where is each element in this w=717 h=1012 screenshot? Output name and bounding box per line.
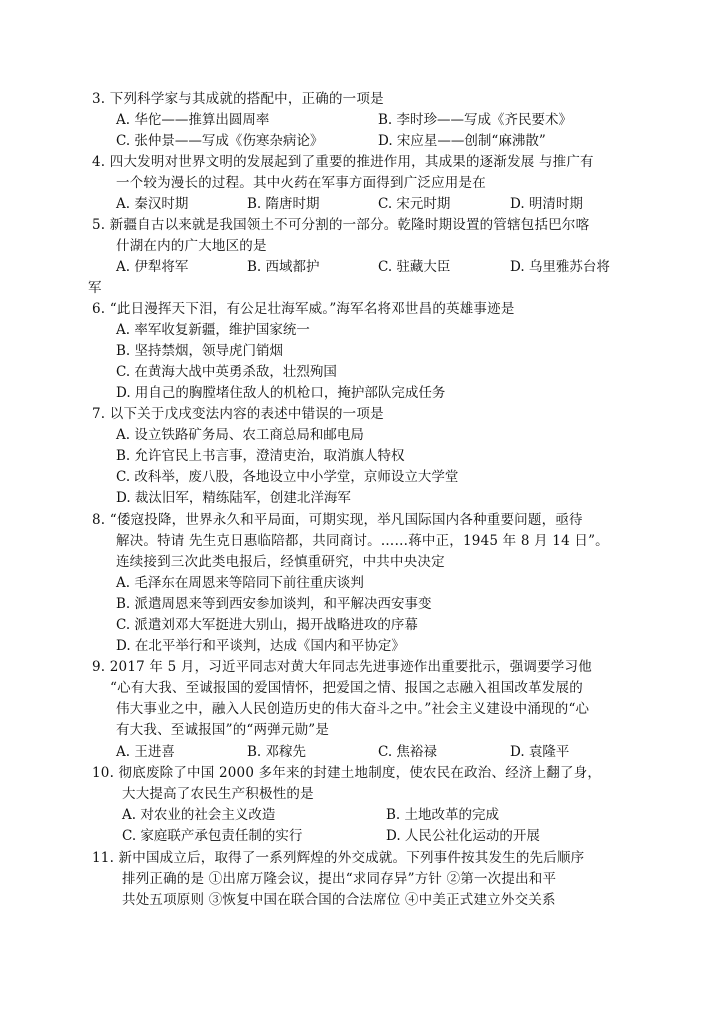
question-10-option-d: D. 人民公社化运动的开展	[386, 828, 540, 844]
question-9-stem-line-3: 伟大事业之中，融入人民创造历史的伟大奋斗之中。”社会主义建设中涌现的“心	[116, 701, 590, 717]
question-7-option-b: B. 允许官民上书言事，澄清吏治，取消旗人特权	[116, 448, 405, 464]
question-6-option-a: A. 率军收复新疆，维护国家统一	[116, 322, 310, 338]
question-7-option-a: A. 设立铁路矿务局、农工商总局和邮电局	[116, 427, 364, 443]
question-5-stem-line-1: 5. 新疆自古以来就是我国领土不可分割的一部分。乾隆时期设置的管辖包括巴尔喀	[92, 217, 590, 233]
question-3-option-a: A. 华佗——推算出圆周率	[116, 112, 270, 128]
question-6-option-b: B. 坚持禁烟，领导虎门销烟	[116, 343, 284, 359]
question-5-option-d: D. 乌里雅苏台将	[510, 259, 610, 275]
question-3-option-c: C. 张仲景——写成《伤寒杂病论》	[116, 133, 324, 149]
question-9-option-c: C. 焦裕禄	[378, 744, 437, 760]
question-10-option-b: B. 土地改革的完成	[386, 807, 500, 823]
question-4-option-a: A. 秦汉时期	[116, 196, 189, 212]
question-6-option-d: D. 用自己的胸膛堵住敌人的机枪口，掩护部队完成任务	[116, 385, 446, 401]
question-7-option-d: D. 裁汰旧军，精练陆军，创建北洋海军	[116, 490, 351, 506]
question-10-stem-line-2: 大大提高了农民生产积极性的是	[122, 786, 314, 802]
question-5-option-c: C. 驻藏大臣	[378, 259, 451, 275]
question-10-option-a: A. 对农业的社会主义改造	[122, 807, 276, 823]
question-4-stem-line-1: 4. 四大发明对世界文明的发展起到了重要的推进作用，其成果的逐渐发展 与推广有	[92, 154, 594, 170]
question-6-option-c: C. 在黄海大战中英勇杀敌，壮烈殉国	[116, 364, 337, 380]
question-5-option-b: B. 西域都护	[247, 259, 320, 275]
question-10-option-c: C. 家庭联产承包责任制的实行	[122, 828, 303, 844]
question-9-option-a: A. 王进喜	[116, 744, 175, 760]
question-4-option-b: B. 隋唐时期	[247, 196, 320, 212]
question-10-stem-line-1: 10. 彻底废除了中国 2000 多年来的封建土地制度，使农民在政治、经济上翻了身，	[92, 765, 602, 781]
question-8-option-d: D. 在北平举行和平谈判，达成《国内和平协定》	[116, 638, 405, 654]
question-3-option-d: D. 宋应星——创制“麻沸散”	[378, 133, 546, 149]
question-9-option-b: B. 邓稼先	[247, 744, 307, 760]
question-9-stem-line-1: 9. 2017 年 5 月，习近平同志对黄大年同志先进事迹作出重要批示，强调要学习他	[92, 659, 592, 675]
question-11-stem-line-3: 共处五项原则 ③恢复中国在联合国的合法席位 ④中美正式建立外交关系	[122, 892, 556, 908]
question-5-option-a: A. 伊犁将军	[116, 259, 189, 275]
question-8-option-c: C. 派遣刘邓大军挺进大别山，揭开战略进攻的序幕	[116, 617, 418, 633]
question-4-option-d: D. 明清时期	[510, 196, 583, 212]
question-8-stem-line-2: 解决。特请 先生克日惠临陪都，共同商讨。……蒋中正，1945 年 8 月 14 日”。	[116, 533, 609, 549]
question-8-stem-line-3: 连续接到三次此类电报后，经慎重研究，中共中央决定	[116, 554, 445, 570]
question-8-option-b: B. 派遣周恩来等到西安参加谈判，和平解决西安事变	[116, 596, 432, 612]
question-9-option-d: D. 袁隆平	[510, 744, 570, 760]
question-11-stem-line-2: 排列正确的是 ①出席万隆会议，提出“求同存异”方针 ②第一次提出和平	[122, 871, 557, 887]
question-7-stem: 7. 以下关于戊戌变法内容的表述中错误的一项是	[92, 406, 384, 422]
question-11-stem-line-1: 11. 新中国成立后，取得了一系列辉煌的外交成就。下列事件按其发生的先后顺序	[92, 850, 585, 866]
question-3-stem: 3. 下列科学家与其成就的搭配中，正确的一项是	[92, 91, 384, 107]
question-8-stem-line-1: 8. “倭寇投降，世界永久和平局面，可期实现，举凡国际国内各种重要问题，亟待	[92, 512, 583, 528]
question-6-stem: 6. “此日漫挥天下泪，有公足壮海军威。”海军名将邓世昌的英雄事迹是	[92, 301, 515, 317]
question-5-option-d-overflow: 军	[88, 280, 102, 296]
question-8-option-a: A. 毛泽东在周恩来等陪同下前往重庆谈判	[116, 575, 364, 591]
question-4-option-c: C. 宋元时期	[378, 196, 451, 212]
question-9-stem-line-2: “心有大我、至诚报国的爱国情怀，把爱国之情、报国之志融入祖国改革发展的	[110, 680, 583, 696]
question-3-option-b: B. 李时珍——写成《齐民要术》	[378, 112, 573, 128]
question-5-stem-line-2: 什湖在内的广大地区的是	[116, 238, 267, 254]
question-9-stem-line-4: 有大我、至诚报国”的“两弹元勋”是	[116, 722, 330, 738]
question-4-stem-line-2: 一个较为漫长的过程。其中火药在军事方面得到广泛应用是在	[116, 175, 486, 191]
question-7-option-c: C. 改科举，废八股，各地设立中小学堂，京师设立大学堂	[116, 469, 459, 485]
